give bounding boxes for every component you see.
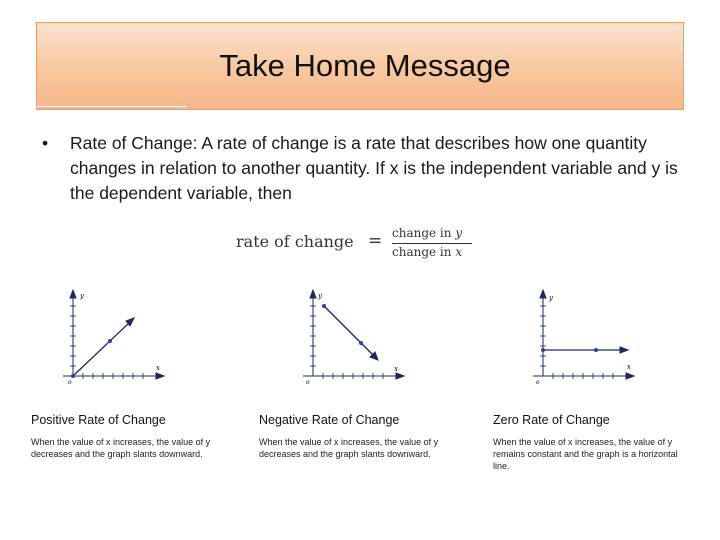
y-axis-label: y xyxy=(318,292,322,300)
formula-numerator: change in y xyxy=(392,226,463,240)
caption-title: Zero Rate of Change xyxy=(493,413,610,427)
caption-title: Negative Rate of Change xyxy=(259,413,400,427)
point-mid xyxy=(594,348,598,352)
caption-zero xyxy=(493,413,683,472)
point-start xyxy=(322,304,326,308)
formula-lhs: rate of change xyxy=(236,232,354,251)
bullet-dot: • xyxy=(42,133,49,153)
formula-denominator: change in x xyxy=(392,245,463,259)
caption-title: Positive Rate of Change xyxy=(31,413,166,427)
caption-description: When the value of x increases, the value of y remains constant and the graph is a horizontal line. xyxy=(493,437,678,471)
bullet-rate-of-change xyxy=(38,131,688,206)
point-mid xyxy=(108,339,112,343)
x-axis-arrow xyxy=(156,373,164,379)
graph-positive-svg xyxy=(60,286,170,386)
y-axis-label: y xyxy=(549,294,553,302)
caption-negative xyxy=(259,413,459,460)
caption-description: When the value of x increases, the value of y decreases and the graph slants downward. xyxy=(259,437,439,459)
formula-equals: = xyxy=(368,231,383,251)
graph-negative xyxy=(300,286,410,386)
bullet-term: Rate of Change: xyxy=(70,133,198,153)
graph-zero-svg xyxy=(530,286,640,386)
bullet-body: A rate of change is a rate that describes how one quantity changes in relation to another quantity. If x is the independent variable and y is the dependent variable, then xyxy=(70,133,678,203)
graph-zero xyxy=(530,286,640,386)
y-axis-arrow xyxy=(70,290,76,298)
fraction-bar xyxy=(392,243,472,244)
caption-description: When the value of x increases, the value of y decreases and the graph slants downward. xyxy=(31,437,211,459)
point-origin xyxy=(71,374,75,378)
trend-line xyxy=(324,306,374,356)
x-axis-label: x xyxy=(394,365,398,373)
title-divider xyxy=(36,106,186,107)
rate-formula xyxy=(236,224,476,262)
y-axis-label: y xyxy=(80,292,84,300)
x-axis-label: x xyxy=(627,363,631,371)
x-axis-label: x xyxy=(156,364,160,372)
origin-label: o xyxy=(68,379,72,386)
graph-positive xyxy=(60,286,170,386)
point-start xyxy=(541,348,545,352)
origin-label: o xyxy=(536,379,540,386)
origin-label: o xyxy=(306,379,310,386)
title-banner xyxy=(36,22,684,110)
bullet-text xyxy=(70,131,688,206)
slide-title: Take Home Message xyxy=(219,48,511,83)
trend-line xyxy=(73,322,130,376)
trend-arrow xyxy=(620,347,628,353)
caption-positive xyxy=(31,413,231,460)
graph-negative-svg xyxy=(300,286,410,386)
point-mid xyxy=(359,341,363,345)
